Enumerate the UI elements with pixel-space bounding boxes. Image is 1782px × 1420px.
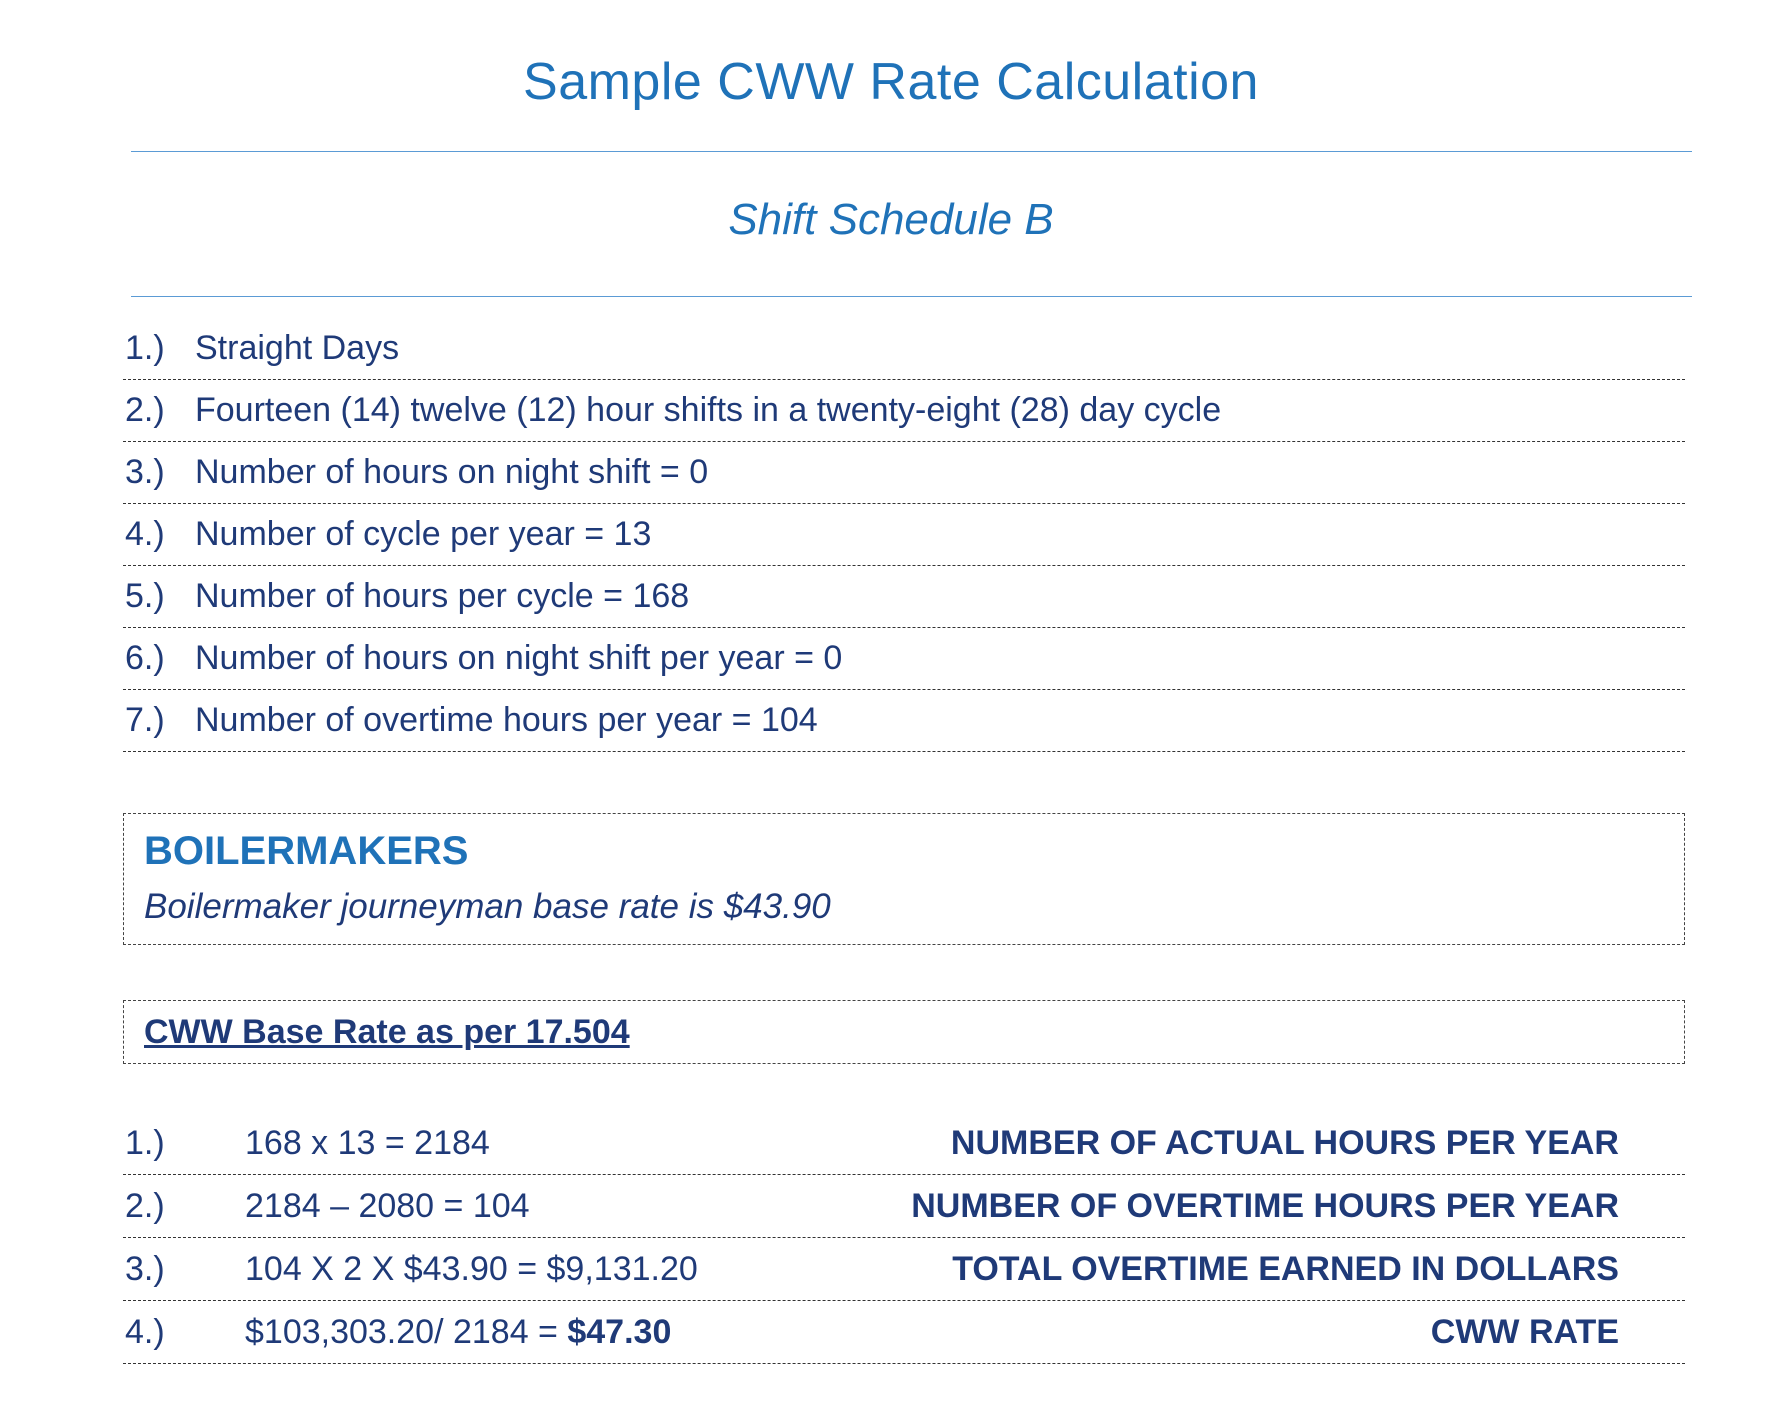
calculation-row bbox=[123, 1238, 1685, 1301]
page-subtitle: Shift Schedule B bbox=[728, 195, 1054, 244]
list-item-number: 7.) bbox=[125, 701, 165, 739]
calc-label: NUMBER OF ACTUAL HOURS PER YEAR bbox=[950, 1123, 1619, 1162]
calc-expression bbox=[245, 1187, 765, 1226]
trade-box bbox=[123, 813, 1685, 945]
calc-number: 3.) bbox=[125, 1249, 165, 1288]
page-title: Sample CWW Rate Calculation bbox=[523, 53, 1259, 111]
list-item-number: 5.) bbox=[125, 577, 165, 615]
list-item bbox=[123, 566, 1685, 628]
calculation-row bbox=[123, 1112, 1685, 1175]
list-item-number: 1.) bbox=[125, 329, 165, 367]
calc-expression-text: 168 x 13 = 2184 bbox=[245, 1123, 490, 1162]
list-item-text: Fourteen (14) twelve (12) hour shifts in a twenty-eight (28) day cycle bbox=[195, 391, 1222, 429]
subtitle-divider bbox=[131, 296, 1692, 297]
base-rate-heading: CWW Base Rate as per 17.504 bbox=[144, 1013, 630, 1051]
list-item bbox=[123, 628, 1685, 690]
list-item bbox=[123, 690, 1685, 752]
list-item bbox=[123, 380, 1685, 442]
calc-expression bbox=[245, 1250, 765, 1289]
list-item-number: 2.) bbox=[125, 391, 165, 429]
list-item-text: Number of hours per cycle = 168 bbox=[195, 577, 690, 615]
calc-expression bbox=[245, 1313, 765, 1352]
calc-label: TOTAL OVERTIME EARNED IN DOLLARS bbox=[952, 1249, 1619, 1288]
list-item-number: 3.) bbox=[125, 453, 165, 491]
list-item-text: Straight Days bbox=[195, 329, 400, 367]
cww-rate-result: $47.30 bbox=[567, 1312, 672, 1351]
calculation-row bbox=[123, 1175, 1685, 1238]
calc-number: 4.) bbox=[125, 1312, 165, 1351]
calculation-table bbox=[123, 1112, 1685, 1364]
list-item-text: Number of hours on night shift per year = 0 bbox=[195, 639, 843, 677]
calc-expression-text: $103,303.20/ 2184 = bbox=[245, 1312, 568, 1351]
title-divider bbox=[131, 151, 1692, 152]
calculation-row bbox=[123, 1301, 1685, 1364]
calc-number: 1.) bbox=[125, 1123, 165, 1162]
list-item-number: 6.) bbox=[125, 639, 165, 677]
list-item-text: Number of cycle per year = 13 bbox=[195, 515, 652, 553]
calc-expression-text: 2184 – 2080 = 104 bbox=[245, 1186, 530, 1225]
calc-label: NUMBER OF OVERTIME HOURS PER YEAR bbox=[911, 1186, 1619, 1225]
list-item bbox=[123, 504, 1685, 566]
calc-label: CWW RATE bbox=[1430, 1312, 1619, 1351]
base-rate-box bbox=[123, 1000, 1685, 1064]
schedule-list bbox=[123, 318, 1685, 752]
calc-number: 2.) bbox=[125, 1186, 165, 1225]
list-item bbox=[123, 442, 1685, 504]
list-item-number: 4.) bbox=[125, 515, 165, 553]
list-item-text: Number of hours on night shift = 0 bbox=[195, 453, 709, 491]
list-item bbox=[123, 318, 1685, 380]
trade-title: BOILERMAKERS bbox=[144, 829, 469, 873]
list-item-text: Number of overtime hours per year = 104 bbox=[195, 701, 818, 739]
calc-expression bbox=[245, 1124, 765, 1163]
trade-base-rate: Boilermaker journeyman base rate is $43.90 bbox=[144, 887, 831, 926]
calc-expression-text: 104 X 2 X $43.90 = $9,131.20 bbox=[245, 1249, 698, 1288]
